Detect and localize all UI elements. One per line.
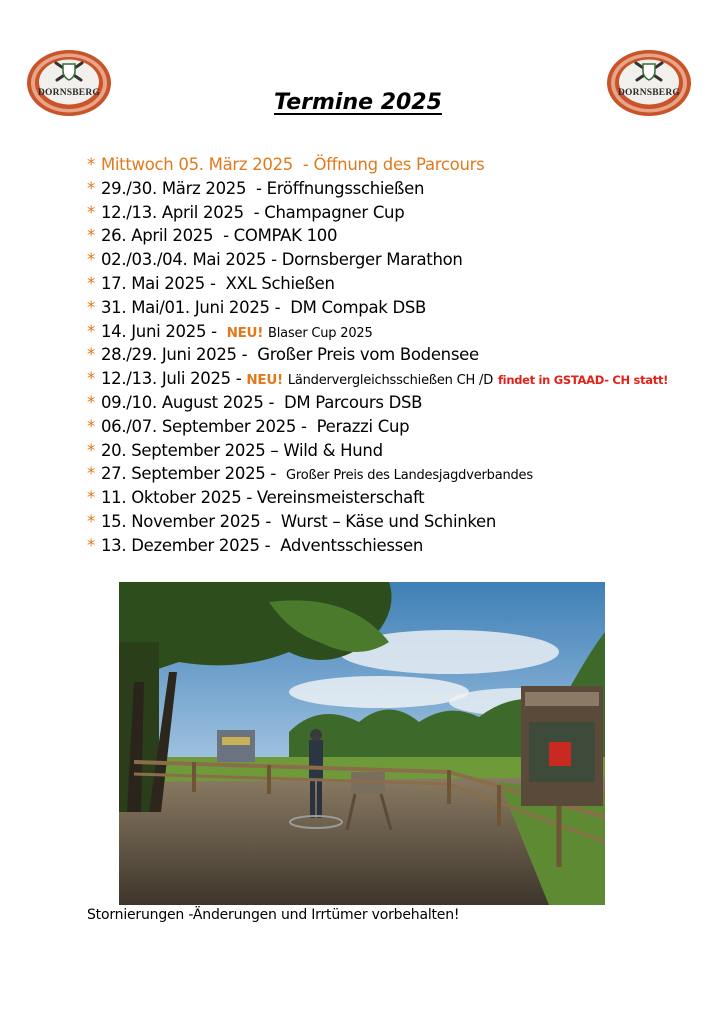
shooting-range-photo [119,582,605,905]
event-item [87,486,707,510]
event-item [87,201,707,225]
svg-text:DORNSBERG: DORNSBERG [38,88,100,98]
event-item [87,462,707,486]
event-list [87,153,707,558]
svg-text:DORNSBERG: DORNSBERG [618,88,680,98]
new-badge: NEU! [226,324,264,341]
event-item [87,510,707,534]
disclaimer: Stornierungen -Änderungen und Irrtümer vorbehalten! [87,907,460,923]
event-item [87,320,707,344]
bullet-star: * [87,369,95,389]
event-item [87,224,707,248]
event-text: 02./03./04. Mai 2025 - Dornsberger Marathon [100,250,463,270]
bullet-star: * [87,511,95,531]
bullet-star: * [87,416,95,436]
bullet-star: * [87,535,95,555]
bullet-star: * [87,488,95,508]
bullet-star: * [87,178,95,198]
event-item [87,296,707,320]
event-text: 12./13. Juli 2025 - [100,369,247,389]
bullet-star: * [87,155,95,174]
bullet-star: * [87,440,95,460]
event-item [87,248,707,272]
bullet-star: * [87,392,95,412]
event-detail: Blaser Cup 2025 [268,325,373,341]
event-text: 12./13. April 2025 - Champagner Cup [100,202,405,222]
bullet-star: * [87,226,95,246]
bullet-star: * [87,297,95,317]
bullet-star: * [87,273,95,293]
event-item [87,534,707,558]
event-text: 06./07. September 2025 - Perazzi Cup [100,416,410,436]
event-item [87,343,707,367]
event-text: 26. April 2025 - COMPAK 100 [100,226,338,246]
event-text: 28./29. Juni 2025 - Großer Preis vom Bodensee [100,345,479,365]
new-badge: NEU! [246,372,283,389]
event-text: 29./30. März 2025 - Eröffnungsschießen [100,178,425,198]
event-item [87,439,707,463]
bullet-star: * [87,345,95,365]
event-text: 27. September 2025 - [100,464,286,484]
event-text: 15. November 2025 - Wurst – Käse und Schinken [100,511,497,531]
bullet-star: * [87,202,95,222]
page-title: Termine 2025 [274,90,442,115]
event-text: 31. Mai/01. Juni 2025 - DM Compak DSB [100,297,427,317]
location-notice: findet in GSTAAD- CH statt! [497,373,669,388]
event-text: 09./10. August 2025 - DM Parcours DSB [100,392,423,412]
event-text: 14. Juni 2025 - [100,321,227,341]
event-text: Mittwoch 05. März 2025 - Öffnung des Parcours [100,155,485,174]
event-item [87,177,707,201]
event-item [87,272,707,296]
event-text: 20. September 2025 – Wild & Hund [100,440,383,460]
event-detail: Großer Preis des Landesjagdverbandes [285,468,533,484]
event-item [87,153,707,177]
bullet-star: * [87,250,95,270]
event-text: 11. Oktober 2025 - Vereinsmeisterschaft [100,488,425,508]
event-item [87,391,707,415]
event-item [87,367,707,391]
event-text: 13. Dezember 2025 - Adventsschiessen [100,535,423,555]
bullet-star: * [87,321,95,341]
event-detail: Ländervergleichsschießen CH /D [287,373,494,389]
event-item [87,415,707,439]
event-text: 17. Mai 2025 - XXL Schießen [100,273,335,293]
bullet-star: * [87,464,95,484]
